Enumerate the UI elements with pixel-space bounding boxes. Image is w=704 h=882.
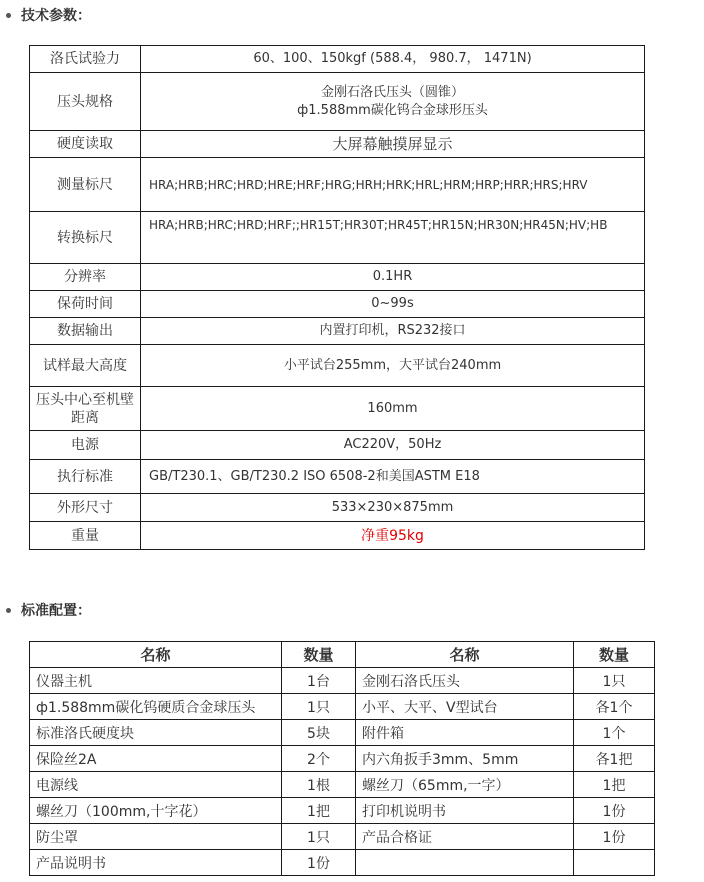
- spec-key: 试样最大高度: [30, 345, 141, 387]
- item-qty: 1台: [282, 668, 356, 694]
- spec-row: [30, 494, 645, 522]
- spec-value: 大屏幕触摸屏显示: [141, 131, 645, 158]
- item-qty: 1只: [574, 668, 655, 694]
- spec-key: 测量标尺: [30, 158, 141, 212]
- spec-key: 转换标尺: [30, 212, 141, 264]
- spec-table: [29, 45, 645, 550]
- item-name: 标准洛氏硬度块: [30, 720, 282, 746]
- spec-key: 数据输出: [30, 318, 141, 345]
- header-name: 名称: [30, 642, 282, 668]
- table-row: [30, 720, 655, 746]
- item-name: 打印机说明书: [356, 798, 574, 824]
- config-section-title-text: 标准配置：: [21, 603, 91, 619]
- spec-value: GB/T230.1、GB/T230.2 ISO 6508-2和美国ASTM E18: [141, 460, 645, 494]
- spec-row: [30, 318, 645, 345]
- item-name: 保险丝2A: [30, 746, 282, 772]
- spec-row: [30, 460, 645, 494]
- config-table: [29, 641, 655, 876]
- header-name: 名称: [356, 642, 574, 668]
- spec-row: [30, 73, 645, 131]
- bullet-icon: [6, 608, 11, 613]
- spec-value: 0~99s: [141, 291, 645, 318]
- spec-value: 60、100、150kgf (588.4， 980.7， 1471N): [141, 46, 645, 73]
- spec-value: [141, 73, 645, 131]
- item-qty: 1份: [574, 824, 655, 850]
- item-name: 螺丝刀（100mm,十字花）: [30, 798, 282, 824]
- spec-key: 重量: [30, 522, 141, 550]
- spec-key: 压头规格: [30, 73, 141, 131]
- spec-value: 533×230×875mm: [141, 494, 645, 522]
- item-name: 内六角扳手3mm、5mm: [356, 746, 574, 772]
- item-name: 电源线: [30, 772, 282, 798]
- spec-row: [30, 291, 645, 318]
- table-row: [30, 746, 655, 772]
- spec-value-line: 金刚石洛氏压头（圆锥）: [320, 84, 464, 100]
- spec-row: [30, 387, 645, 431]
- item-qty: 1份: [282, 850, 356, 876]
- spec-row: [30, 131, 645, 158]
- item-qty: 2个: [282, 746, 356, 772]
- spec-value: HRA;HRB;HRC;HRD;HRF;;HR15T;HR30T;HR45T;HR15N;HR30N;HR45N;HV;HB: [141, 212, 645, 264]
- spec-value: 0.1HR: [141, 264, 645, 291]
- item-qty: [574, 850, 655, 876]
- tech-section-title-text: 技术参数：: [21, 8, 91, 24]
- table-row: [30, 772, 655, 798]
- item-qty: 各1个: [574, 694, 655, 720]
- spec-value: 160mm: [141, 387, 645, 431]
- spec-key: 硬度读取: [30, 131, 141, 158]
- table-row: [30, 798, 655, 824]
- item-qty: 1个: [574, 720, 655, 746]
- table-row: [30, 824, 655, 850]
- spec-key: 分辨率: [30, 264, 141, 291]
- item-name: 小平、大平、V型试台: [356, 694, 574, 720]
- spec-value: HRA;HRB;HRC;HRD;HRE;HRF;HRG;HRH;HRK;HRL;HRM;HRP;HRR;HRS;HRV: [141, 158, 645, 212]
- spec-row: [30, 158, 645, 212]
- spec-row: [30, 212, 645, 264]
- item-qty: 各1把: [574, 746, 655, 772]
- item-qty: 5块: [282, 720, 356, 746]
- item-name: ф1.588mm碳化钨硬质合金球压头: [30, 694, 282, 720]
- table-row: [30, 668, 655, 694]
- spec-row: [30, 264, 645, 291]
- item-name: 防尘罩: [30, 824, 282, 850]
- header-qty: 数量: [574, 642, 655, 668]
- item-name: 产品说明书: [30, 850, 282, 876]
- spec-value-line: ф1.588mm碳化钨合金球形压头: [297, 102, 488, 118]
- item-name: [356, 850, 574, 876]
- spec-row: [30, 431, 645, 460]
- spec-key: 压头中心至机壁距离: [30, 387, 141, 431]
- bullet-icon: [6, 13, 11, 18]
- item-name: 仪器主机: [30, 668, 282, 694]
- item-name: 螺丝刀（65mm,一字）: [356, 772, 574, 798]
- spec-value-weight: 净重95kg: [141, 522, 645, 550]
- spec-key: 洛氏试验力: [30, 46, 141, 73]
- tech-section-title: [2, 2, 91, 28]
- spec-key: 执行标准: [30, 460, 141, 494]
- config-section-title: [2, 597, 91, 623]
- spec-value: 小平试台255mm，大平试台240mm: [141, 345, 645, 387]
- item-qty: 1把: [282, 798, 356, 824]
- item-qty: 1份: [574, 798, 655, 824]
- header-qty: 数量: [282, 642, 356, 668]
- spec-value: 内置打印机，RS232接口: [141, 318, 645, 345]
- spec-key: 外形尺寸: [30, 494, 141, 522]
- spec-row: [30, 345, 645, 387]
- spec-value: AC220V，50Hz: [141, 431, 645, 460]
- item-qty: 1根: [282, 772, 356, 798]
- item-name: 金刚石洛氏压头: [356, 668, 574, 694]
- item-qty: 1只: [282, 824, 356, 850]
- item-name: 产品合格证: [356, 824, 574, 850]
- item-qty: 1把: [574, 772, 655, 798]
- spec-key: 电源: [30, 431, 141, 460]
- spec-key: 保荷时间: [30, 291, 141, 318]
- spec-row: [30, 522, 645, 550]
- item-name: 附件箱: [356, 720, 574, 746]
- item-qty: 1只: [282, 694, 356, 720]
- table-row: [30, 850, 655, 876]
- table-row: [30, 694, 655, 720]
- spec-row: [30, 46, 645, 73]
- config-header-row: [30, 642, 655, 668]
